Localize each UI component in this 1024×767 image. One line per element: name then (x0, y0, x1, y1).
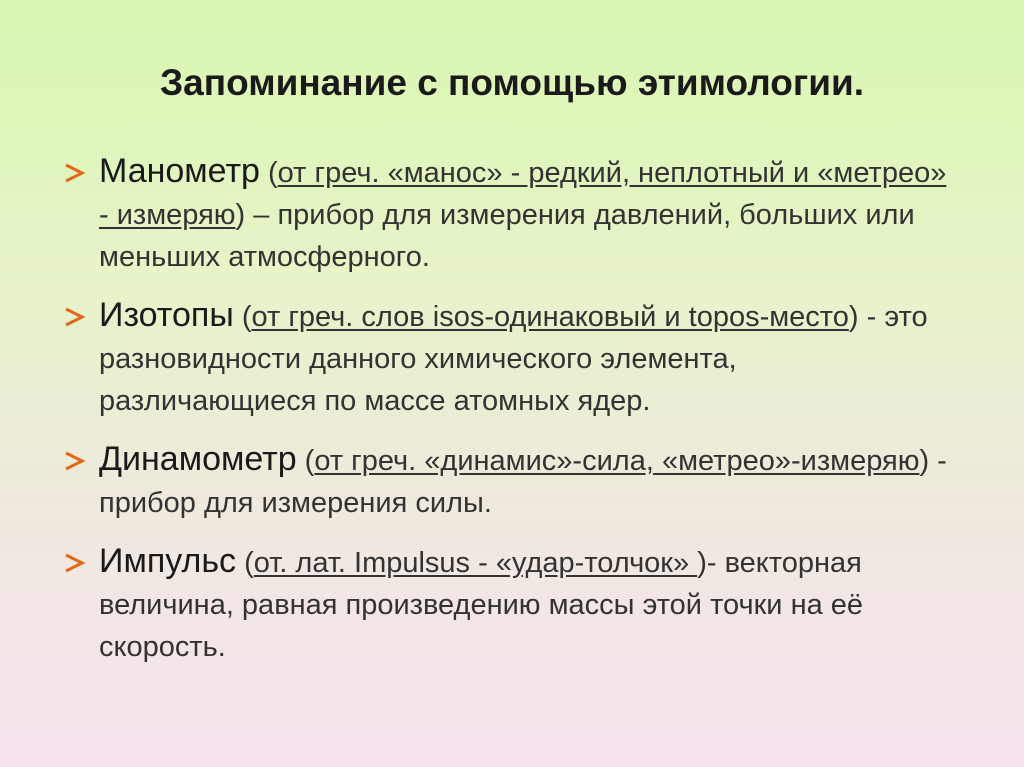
chevron-right-icon (62, 306, 86, 328)
paren-open: ( (296, 445, 315, 477)
paren-close: ) (919, 445, 930, 477)
paren-close: ) (848, 301, 859, 333)
list-item-isotopes (62, 294, 962, 422)
chevron-right-icon (62, 162, 86, 184)
list-item-manometer (62, 150, 962, 278)
definition-list (62, 150, 962, 684)
etymology: от. лат. Impulsus - «удар-толчок» (253, 547, 698, 579)
paren-close: ) (697, 547, 707, 579)
chevron-right-icon (62, 552, 86, 574)
list-item-dynamometer (62, 438, 962, 524)
term: Импульс (99, 542, 237, 580)
etymology: от греч. «манос» - редкий, неплотный и «метрео» - измеряю (99, 157, 947, 231)
slide-title: Запоминание с помощью этимологии. (159, 62, 865, 103)
definition: – прибор для измерения давлений, больших или меньших атмосферного. (99, 199, 915, 273)
term: Изотопы (99, 296, 234, 334)
paren-open: ( (259, 157, 278, 189)
definition: - это разновидности данного химического элемента, различающиеся по массе атомных ядер. (99, 301, 928, 417)
definition: - прибор для измерения силы. (99, 445, 947, 519)
definition: - векторная величина, равная произведению массы этой точки на её скорость. (99, 547, 864, 663)
list-item-impulse (62, 540, 962, 668)
etymology: от греч. «динамис»-сила, «метрео»-измеряю (314, 445, 920, 477)
paren-close: ) (235, 199, 246, 231)
paren-open: ( (236, 547, 254, 579)
paren-open: ( (233, 301, 252, 333)
term: Манометр (99, 152, 260, 190)
term: Динамометр (99, 440, 297, 478)
etymology: от греч. слов isos-одинаковый и topos-место (251, 301, 849, 333)
chevron-right-icon (62, 450, 86, 472)
